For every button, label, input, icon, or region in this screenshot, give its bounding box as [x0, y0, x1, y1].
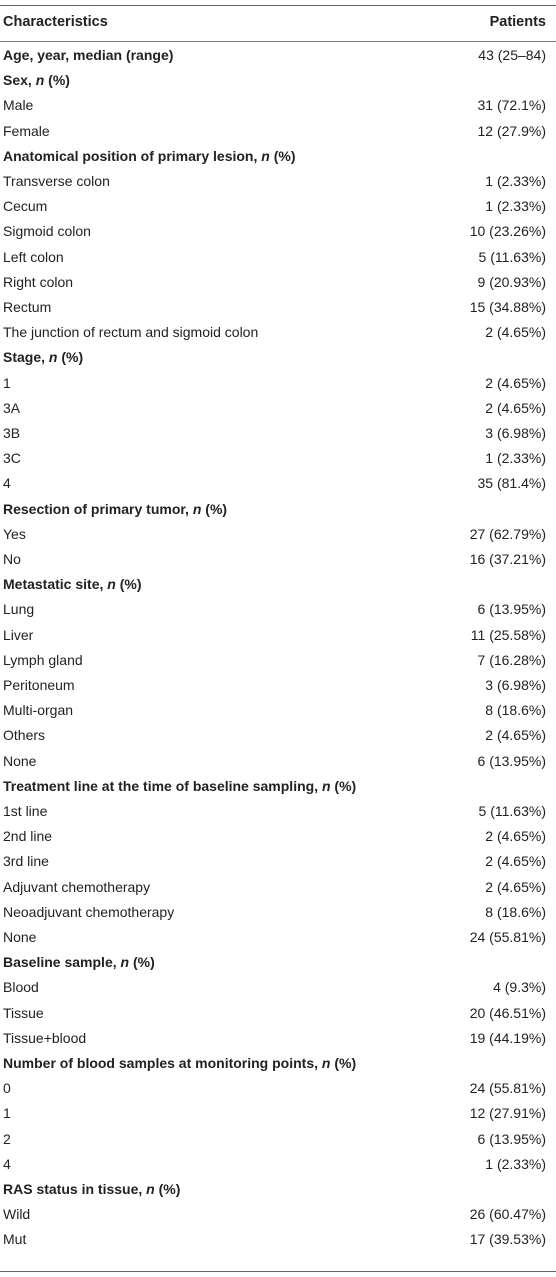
row-value: 31 (72.1%) — [477, 97, 546, 114]
row-value: 10 (23.26%) — [469, 223, 546, 240]
table-section-row — [0, 572, 556, 597]
row-label: Sigmoid colon — [3, 223, 91, 240]
table-row — [0, 547, 556, 572]
table-section-row — [0, 497, 556, 522]
table-bottom-rule — [0, 1271, 556, 1272]
row-label: Multi-organ — [3, 702, 74, 719]
table-row — [0, 522, 556, 547]
row-label: Cecum — [3, 198, 48, 215]
table-row — [0, 1076, 556, 1101]
row-label: Liver — [3, 626, 34, 643]
section-label: Stage, n (%) — [3, 349, 84, 366]
row-value: 5 (11.63%) — [478, 803, 546, 819]
table-row — [0, 446, 556, 471]
table-row — [0, 824, 556, 849]
table-row — [0, 749, 556, 774]
table-row — [0, 421, 556, 446]
row-label: Tissue+blood — [3, 1029, 87, 1046]
row-label: 0 — [3, 1080, 11, 1097]
table-row — [0, 673, 556, 698]
table-row — [0, 597, 556, 622]
row-value: 4 (9.3%) — [493, 979, 546, 996]
row-value: 2 (4.65%) — [485, 878, 546, 895]
row-label: Adjuvant chemotherapy — [3, 878, 151, 895]
row-value: 12 (27.91%) — [469, 1105, 546, 1122]
row-label: Rectum — [3, 299, 52, 315]
row-label: No — [3, 551, 21, 567]
row-value: 2 (4.65%) — [485, 374, 546, 391]
section-label: Number of blood samples at monitoring points, n (%) — [3, 1055, 357, 1071]
row-value: 11 (25.58%) — [470, 626, 546, 643]
row-value: 35 (81.4%) — [477, 475, 546, 492]
row-value: 1 (2.33%) — [485, 1155, 546, 1172]
section-label: Sex, n (%) — [3, 72, 70, 89]
table-row — [0, 1001, 556, 1026]
table-row — [0, 1026, 556, 1051]
table-row — [0, 371, 556, 396]
row-value: 8 (18.6%) — [485, 903, 546, 920]
row-label: 1 — [3, 1105, 11, 1122]
row-label: Lymph gland — [3, 651, 83, 668]
table-row — [0, 1127, 556, 1152]
table-row — [0, 623, 556, 648]
column-header-characteristics: Characteristics — [3, 14, 108, 30]
table-header-rule — [0, 41, 556, 42]
section-label: Metastatic site, n (%) — [3, 576, 142, 593]
row-value: 9 (20.93%) — [477, 273, 546, 290]
row-value: 2 (4.65%) — [485, 853, 546, 870]
table-row — [0, 1227, 556, 1252]
row-value: 3 (6.98%) — [485, 677, 546, 693]
row-label: Blood — [3, 979, 39, 996]
row-label: Others — [3, 727, 46, 744]
row-label: 4 — [3, 1155, 11, 1172]
row-label: Left colon — [3, 248, 64, 265]
section-label: RAS status in tissue, n (%) — [3, 1181, 181, 1197]
table-row — [0, 169, 556, 194]
row-label: Right colon — [3, 273, 74, 290]
row-value: 8 (18.6%) — [485, 702, 546, 719]
row-label: None — [3, 929, 37, 945]
row-value: 6 (13.95%) — [477, 1130, 546, 1147]
row-value: 6 (13.95%) — [477, 752, 546, 769]
row-label: Neoadjuvant chemotherapy — [3, 903, 175, 920]
section-label: Resection of primary tumor, n (%) — [3, 500, 228, 517]
table-section-row — [0, 1177, 556, 1202]
row-value: 12 (27.9%) — [477, 122, 546, 139]
table-row — [0, 194, 556, 219]
row-value: 2 (4.65%) — [485, 324, 546, 341]
table-header-row — [0, 6, 556, 38]
table-row — [0, 245, 556, 270]
row-value: 24 (55.81%) — [469, 1080, 546, 1097]
row-value: 6 (13.95%) — [477, 601, 546, 618]
table-row — [0, 975, 556, 1000]
row-label: 1 — [3, 374, 11, 391]
row-label: Lung — [3, 601, 35, 618]
row-label: None — [3, 752, 37, 769]
row-value: 5 (11.63%) — [478, 248, 546, 265]
row-value: 26 (60.47%) — [469, 1206, 546, 1223]
table-section-row — [0, 345, 556, 370]
section-label: Age, year, median (range) — [3, 47, 174, 63]
row-value: 17 (39.53%) — [469, 1231, 546, 1248]
row-label: 3B — [3, 425, 21, 441]
section-label: Treatment line at the time of baseline sampling, n (%) — [3, 777, 357, 794]
table-row — [0, 723, 556, 748]
row-label: 2 — [3, 1130, 11, 1147]
row-value: 7 (16.28%) — [477, 651, 546, 668]
row-label: The junction of rectum and sigmoid colon — [3, 324, 259, 341]
row-label: Tissue — [3, 1004, 44, 1021]
row-value: 2 (4.65%) — [485, 828, 546, 845]
row-value: 27 (62.79%) — [469, 525, 546, 542]
table-section-row — [0, 1051, 556, 1076]
table-row — [0, 925, 556, 950]
section-label: Anatomical position of primary lesion, n (%) — [3, 147, 296, 164]
table-row — [0, 849, 556, 874]
row-label: 1st line — [3, 803, 48, 819]
row-label: Wild — [3, 1206, 31, 1223]
table-row — [0, 270, 556, 295]
table-section-row — [0, 950, 556, 975]
table-row — [0, 295, 556, 320]
table-row — [0, 119, 556, 144]
table-section-row — [0, 68, 556, 93]
table-row — [0, 320, 556, 345]
row-value: 20 (46.51%) — [469, 1004, 546, 1021]
row-label: 3rd line — [3, 853, 49, 870]
row-value: 3 (6.98%) — [485, 425, 546, 441]
table-section-row — [0, 43, 556, 68]
table-row — [0, 219, 556, 244]
row-label: Yes — [3, 525, 26, 542]
table-row — [0, 900, 556, 925]
row-value: 43 (25–84) — [478, 47, 546, 63]
table-row — [0, 799, 556, 824]
row-value: 16 (37.21%) — [469, 551, 546, 567]
table-row — [0, 396, 556, 421]
row-value: 1 (2.33%) — [485, 450, 546, 467]
row-label: 2nd line — [3, 828, 53, 845]
table-row — [0, 698, 556, 723]
section-label: Baseline sample, n (%) — [3, 954, 155, 971]
row-label: Male — [3, 97, 34, 114]
row-label: Female — [3, 122, 50, 139]
row-value: 1 (2.33%) — [485, 173, 546, 189]
table-row — [0, 875, 556, 900]
table-section-row — [0, 144, 556, 169]
row-value: 24 (55.81%) — [469, 929, 546, 945]
row-label: 3A — [3, 399, 21, 416]
row-label: Transverse colon — [3, 173, 110, 189]
table-row — [0, 471, 556, 496]
table-row — [0, 1101, 556, 1126]
row-label: 3C — [3, 450, 21, 467]
row-value: 2 (4.65%) — [485, 399, 546, 416]
row-label: Mut — [3, 1231, 27, 1248]
row-value: 19 (44.19%) — [469, 1029, 546, 1046]
row-value: 2 (4.65%) — [485, 727, 546, 744]
row-label: 4 — [3, 475, 11, 492]
row-value: 1 (2.33%) — [485, 198, 546, 215]
table-row — [0, 648, 556, 673]
table-row — [0, 1202, 556, 1227]
table-row — [0, 93, 556, 118]
row-label: Peritoneum — [3, 677, 75, 693]
column-header-patients: Patients — [489, 14, 546, 30]
table-row — [0, 1152, 556, 1177]
row-value: 15 (34.88%) — [469, 299, 546, 315]
table-section-row — [0, 774, 556, 799]
